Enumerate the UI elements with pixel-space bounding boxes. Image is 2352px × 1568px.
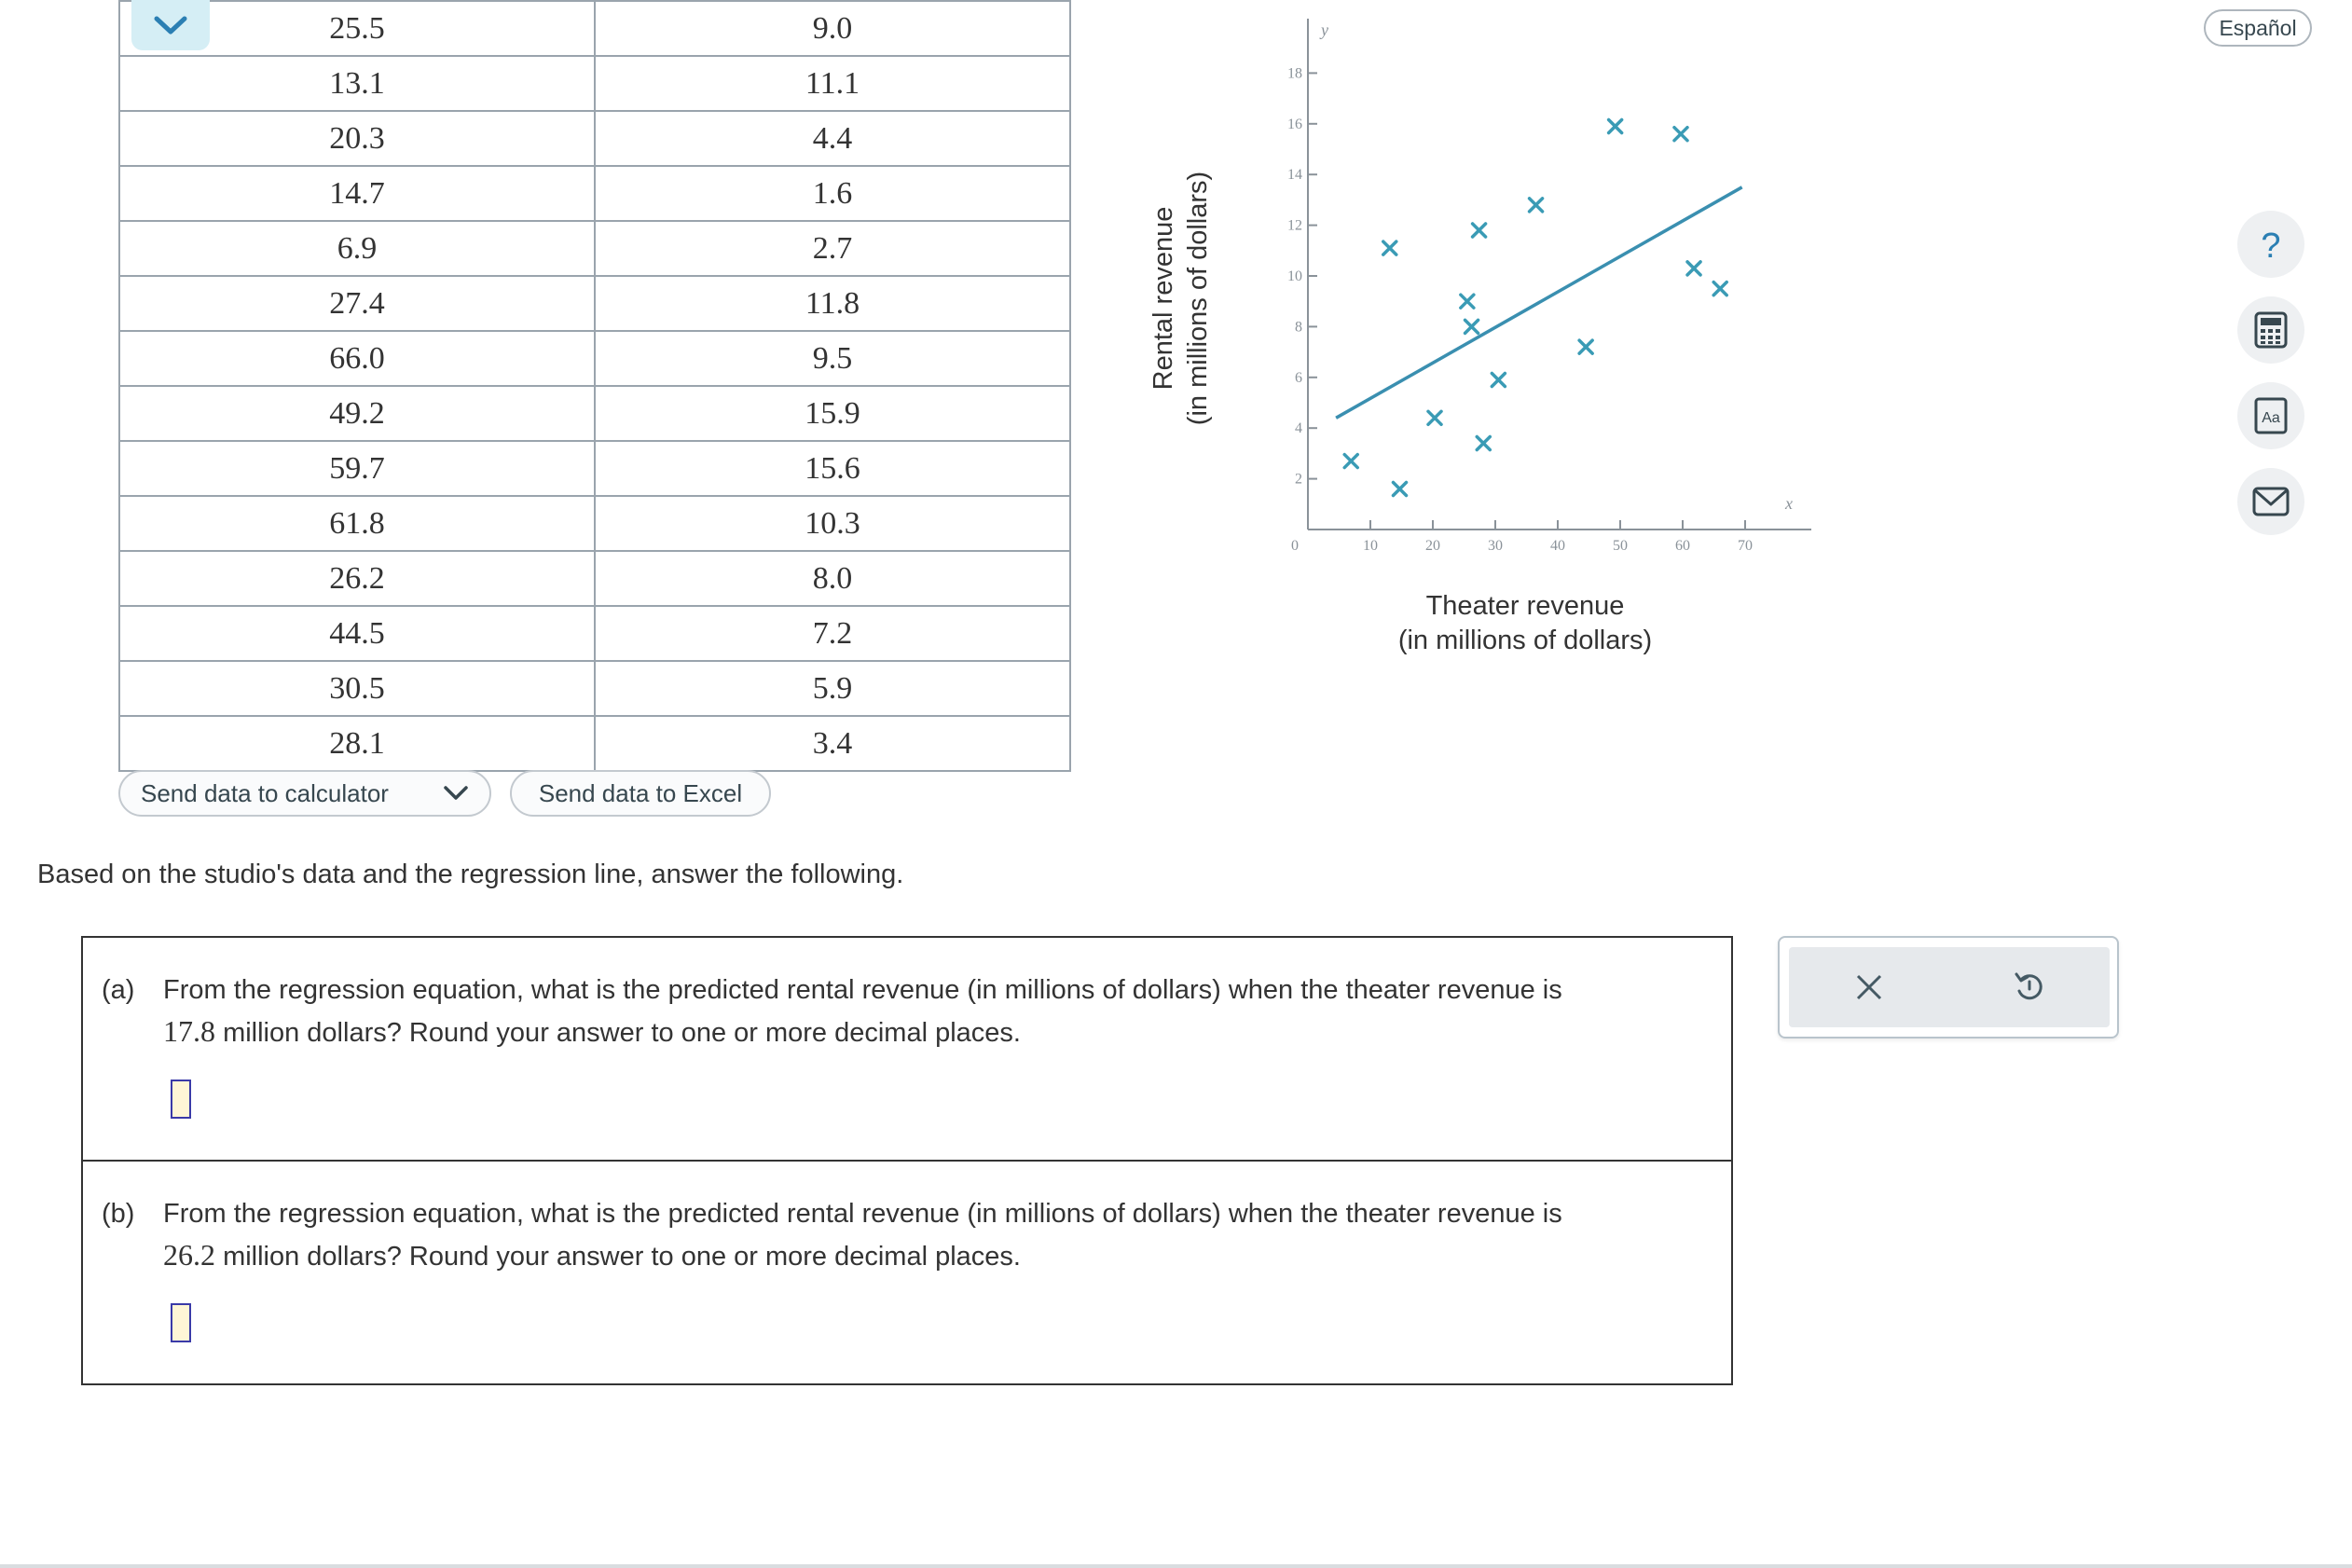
- question-a-line1: From the regression equation, what is the predicted rental revenue (in millions of dollars) when the theater revenue is: [163, 975, 1562, 1005]
- table-row: [119, 221, 1070, 276]
- table-row: [119, 276, 1070, 331]
- x-tick-label: 0: [1291, 538, 1299, 554]
- send-to-excel-label: Send data to Excel: [538, 778, 743, 807]
- y-tick-label: 4: [1295, 420, 1302, 437]
- y-axis-label: Rental revenue: [1148, 206, 1178, 391]
- rental-revenue-cell: 9.5: [595, 331, 1070, 386]
- y-tick-label: 14: [1287, 167, 1302, 184]
- question-b-box: [81, 1160, 1733, 1385]
- rental-revenue-cell: 10.3: [595, 496, 1070, 551]
- chevron-down-icon: [443, 785, 469, 802]
- y-axis-title: [1148, 149, 1214, 447]
- data-point: [1713, 282, 1726, 296]
- question-b-value: 26.2: [163, 1238, 215, 1272]
- question-a-label: (a): [102, 975, 135, 1005]
- theater-revenue-cell: 44.5: [119, 606, 595, 661]
- table-row: [119, 551, 1070, 606]
- theater-revenue-cell: 49.2: [119, 386, 595, 441]
- y-axis-sublabel: (in millions of dollars): [1183, 171, 1213, 426]
- chevron-down-icon: [153, 14, 188, 36]
- help-icon: [2252, 224, 2290, 265]
- y-tick-label: 10: [1287, 268, 1302, 284]
- x-axis-label: Theater revenue: [1425, 591, 1625, 621]
- data-point: [1687, 262, 1700, 275]
- data-point: [1477, 437, 1490, 450]
- data-point: [1674, 128, 1687, 141]
- undo-button[interactable]: [1992, 955, 2067, 1020]
- calculator-button[interactable]: [2237, 296, 2304, 364]
- scatter-chart: [1119, 0, 1846, 578]
- table-row: [119, 386, 1070, 441]
- data-table-body: [119, 1, 1070, 771]
- answer-b-input[interactable]: [171, 1303, 191, 1342]
- rental-revenue-cell: 15.9: [595, 386, 1070, 441]
- rental-revenue-cell: 5.9: [595, 661, 1070, 716]
- rental-revenue-cell: 11.8: [595, 276, 1070, 331]
- instructions-text: Based on the studio's data and the regression line, answer the following.: [37, 860, 904, 889]
- data-point: [1492, 374, 1505, 387]
- data-point: [1609, 120, 1622, 133]
- mail-button[interactable]: [2237, 468, 2304, 535]
- y-tick-label: 2: [1295, 471, 1302, 488]
- x-tick-label: 30: [1488, 538, 1503, 554]
- rental-revenue-cell: 9.0: [595, 1, 1070, 56]
- x-tick-label: 20: [1425, 538, 1440, 554]
- theater-revenue-cell: 26.2: [119, 551, 595, 606]
- mail-icon: [2251, 486, 2290, 517]
- table-row: [119, 496, 1070, 551]
- x-axis-sublabel: (in millions of dollars): [1397, 626, 1653, 655]
- svg-text:?: ?: [2261, 227, 2281, 265]
- x-tick-label: 70: [1738, 538, 1753, 554]
- regression-line: [1336, 187, 1742, 419]
- calculator-icon: [2253, 310, 2289, 350]
- table-row: [119, 1, 1070, 56]
- theater-revenue-cell: 61.8: [119, 496, 595, 551]
- theater-revenue-cell: 59.7: [119, 441, 595, 496]
- rental-revenue-cell: 11.1: [595, 56, 1070, 111]
- question-a-value: 17.8: [163, 1014, 215, 1048]
- rental-revenue-cell: 3.4: [595, 716, 1070, 771]
- y-axis-letter: y: [1321, 21, 1328, 39]
- send-to-calculator-label: Send data to calculator: [141, 778, 389, 807]
- clear-button[interactable]: [1832, 955, 1906, 1020]
- rental-revenue-cell: 1.6: [595, 166, 1070, 221]
- theater-revenue-cell: 25.5: [119, 1, 595, 56]
- data-point: [1344, 455, 1357, 468]
- table-row: [119, 441, 1070, 496]
- table-row: [119, 661, 1070, 716]
- x-tick-label: 40: [1550, 538, 1565, 554]
- question-b-line2: million dollars? Round your answer to one or more decimal places.: [223, 1242, 1021, 1272]
- table-row: [119, 716, 1070, 771]
- question-a-line2: million dollars? Round your answer to one or more decimal places.: [223, 1018, 1021, 1048]
- question-b-line1: From the regression equation, what is the predicted rental revenue (in millions of dollars) when the theater revenue is: [163, 1199, 1562, 1229]
- theater-revenue-cell: 14.7: [119, 166, 595, 221]
- data-point: [1383, 241, 1396, 254]
- close-icon: [1854, 972, 1884, 1002]
- y-tick-label: 8: [1295, 319, 1302, 336]
- glossary-button[interactable]: [2237, 382, 2304, 449]
- x-tick-label: 50: [1613, 538, 1628, 554]
- question-b-label: (b): [102, 1199, 135, 1229]
- language-button[interactable]: [2204, 9, 2312, 47]
- table-row: [119, 56, 1070, 111]
- data-point: [1461, 295, 1474, 308]
- theater-revenue-cell: 66.0: [119, 331, 595, 386]
- theater-revenue-cell: 30.5: [119, 661, 595, 716]
- question-b-text: [102, 1193, 1562, 1277]
- rental-revenue-cell: 8.0: [595, 551, 1070, 606]
- x-axis-title: [1339, 589, 1712, 658]
- x-tick-label: 60: [1675, 538, 1690, 554]
- glossary-icon: [2253, 396, 2289, 435]
- rental-revenue-cell: 7.2: [595, 606, 1070, 661]
- rental-revenue-cell: 15.6: [595, 441, 1070, 496]
- answer-a-input[interactable]: [171, 1080, 191, 1119]
- rental-revenue-cell: 2.7: [595, 221, 1070, 276]
- data-point: [1530, 199, 1543, 212]
- data-point: [1393, 482, 1406, 495]
- answer-tools-panel: [1778, 936, 2119, 1038]
- data-point: [1465, 320, 1479, 333]
- question-a-text: [102, 970, 1562, 1053]
- help-button[interactable]: [2237, 211, 2304, 278]
- y-tick-label: 18: [1287, 65, 1302, 82]
- theater-revenue-cell: 28.1: [119, 716, 595, 771]
- y-tick-label: 16: [1287, 116, 1302, 132]
- send-to-calculator-button[interactable]: [118, 770, 491, 817]
- data-point: [1579, 340, 1592, 353]
- y-tick-label: 12: [1287, 217, 1302, 234]
- language-label: Español: [2219, 15, 2297, 40]
- send-to-excel-button[interactable]: [510, 770, 771, 817]
- table-row: [119, 111, 1070, 166]
- y-tick-label: 6: [1295, 369, 1302, 386]
- table-row: [119, 606, 1070, 661]
- collapse-table-button[interactable]: [131, 0, 210, 50]
- data-point: [1473, 224, 1486, 237]
- table-row: [119, 331, 1070, 386]
- data-point: [1428, 411, 1441, 424]
- undo-icon: [2013, 970, 2046, 1004]
- theater-revenue-cell: 27.4: [119, 276, 595, 331]
- data-table: [118, 0, 1071, 772]
- question-a-box: [81, 936, 1733, 1162]
- theater-revenue-cell: 13.1: [119, 56, 595, 111]
- x-axis-letter: x: [1785, 494, 1793, 513]
- rental-revenue-cell: 4.4: [595, 111, 1070, 166]
- svg-text:Aa: Aa: [2262, 410, 2280, 426]
- table-row: [119, 166, 1070, 221]
- bottom-divider: [0, 1564, 2352, 1568]
- theater-revenue-cell: 20.3: [119, 111, 595, 166]
- x-tick-label: 10: [1363, 538, 1378, 554]
- theater-revenue-cell: 6.9: [119, 221, 595, 276]
